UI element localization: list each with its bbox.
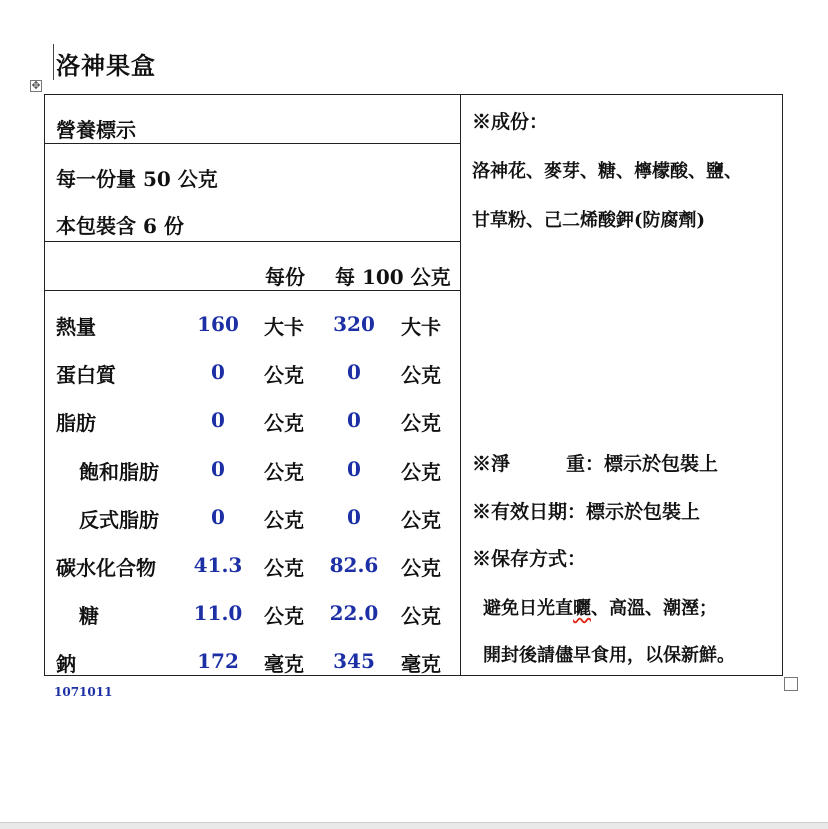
document-code: 1071011 bbox=[54, 685, 113, 699]
column-header-per-100g: 每 100 公克 bbox=[335, 265, 451, 289]
nutrient-name: 飽和脂肪 bbox=[79, 460, 159, 484]
storage-heading: ※保存方式： bbox=[472, 548, 587, 570]
unit: 大卡 bbox=[264, 315, 304, 339]
table-resize-handle[interactable] bbox=[784, 677, 798, 691]
per-serving-value: 172 bbox=[197, 649, 239, 673]
column-divider bbox=[460, 94, 461, 676]
document-title: 洛神果盒 bbox=[56, 51, 156, 80]
per-serving-value: 11.0 bbox=[193, 601, 243, 625]
per-serving-value: 41.3 bbox=[193, 553, 243, 577]
row-divider bbox=[44, 290, 461, 291]
ingredients-line-1: 洛神花、麥芽、糖、檸檬酸、鹽、 bbox=[472, 161, 742, 182]
column-header-per-serving: 每份 bbox=[265, 265, 305, 289]
storage-text: 避免日光直 bbox=[483, 598, 573, 619]
storage-line-1 bbox=[483, 594, 717, 620]
storage-text: 、高溫、潮溼； bbox=[591, 598, 717, 619]
nutrient-name: 鈉 bbox=[56, 652, 76, 676]
nutrient-name: 脂肪 bbox=[56, 411, 96, 435]
unit: 公克 bbox=[264, 363, 304, 387]
nutrient-name: 反式脂肪 bbox=[79, 508, 159, 532]
per-100g-value: 0 bbox=[347, 505, 361, 529]
per-serving-value: 0 bbox=[211, 360, 225, 384]
unit: 公克 bbox=[401, 460, 441, 484]
unit: 公克 bbox=[401, 508, 441, 532]
ingredients-line-2: 甘草粉、己二烯酸鉀(防腐劑) bbox=[472, 210, 706, 231]
per-100g-value: 345 bbox=[333, 649, 375, 673]
nutrient-name: 熱量 bbox=[56, 315, 96, 339]
servings-per-pack: 本包裝含 6 份 bbox=[56, 214, 184, 238]
unit: 公克 bbox=[264, 460, 304, 484]
per-100g-value: 0 bbox=[347, 360, 361, 384]
nutrient-name: 蛋白質 bbox=[56, 363, 116, 387]
per-100g-value: 22.0 bbox=[329, 601, 379, 625]
unit: 大卡 bbox=[401, 315, 441, 339]
unit: 公克 bbox=[401, 363, 441, 387]
nutrient-name: 糖 bbox=[79, 604, 99, 628]
spellcheck-flagged-word[interactable]: 曬 bbox=[573, 598, 591, 619]
unit: 公克 bbox=[401, 556, 441, 580]
unit: 公克 bbox=[264, 604, 304, 628]
per-100g-value: 82.6 bbox=[329, 553, 379, 577]
unit: 公克 bbox=[401, 411, 441, 435]
storage-line-2: 開封後請儘早食用，以保新鮮。 bbox=[483, 645, 735, 666]
net-weight-label: ※淨 bbox=[472, 453, 511, 475]
unit: 公克 bbox=[264, 556, 304, 580]
table-move-handle-icon[interactable]: ✥ bbox=[31, 79, 41, 92]
net-weight-text: 重：標示於包裝上 bbox=[566, 453, 719, 475]
per-serving-value: 160 bbox=[197, 312, 239, 336]
text-cursor bbox=[53, 44, 54, 80]
per-serving-value: 0 bbox=[211, 505, 225, 529]
serving-size: 每一份量 50 公克 bbox=[56, 167, 218, 191]
unit: 毫克 bbox=[264, 652, 304, 676]
per-100g-value: 320 bbox=[333, 312, 375, 336]
expiry-date: ※有效日期：標示於包裝上 bbox=[472, 501, 701, 523]
unit: 公克 bbox=[264, 508, 304, 532]
per-100g-value: 0 bbox=[347, 408, 361, 432]
unit: 公克 bbox=[401, 604, 441, 628]
unit: 毫克 bbox=[401, 652, 441, 676]
ingredients-heading: ※成份： bbox=[472, 111, 549, 133]
unit: 公克 bbox=[264, 411, 304, 435]
row-divider bbox=[44, 241, 461, 242]
nutrient-name: 碳水化合物 bbox=[56, 556, 156, 580]
row-divider bbox=[44, 143, 461, 144]
per-serving-value: 0 bbox=[211, 457, 225, 481]
per-100g-value: 0 bbox=[347, 457, 361, 481]
per-serving-value: 0 bbox=[211, 408, 225, 432]
nutrition-heading: 營養標示 bbox=[56, 118, 136, 142]
